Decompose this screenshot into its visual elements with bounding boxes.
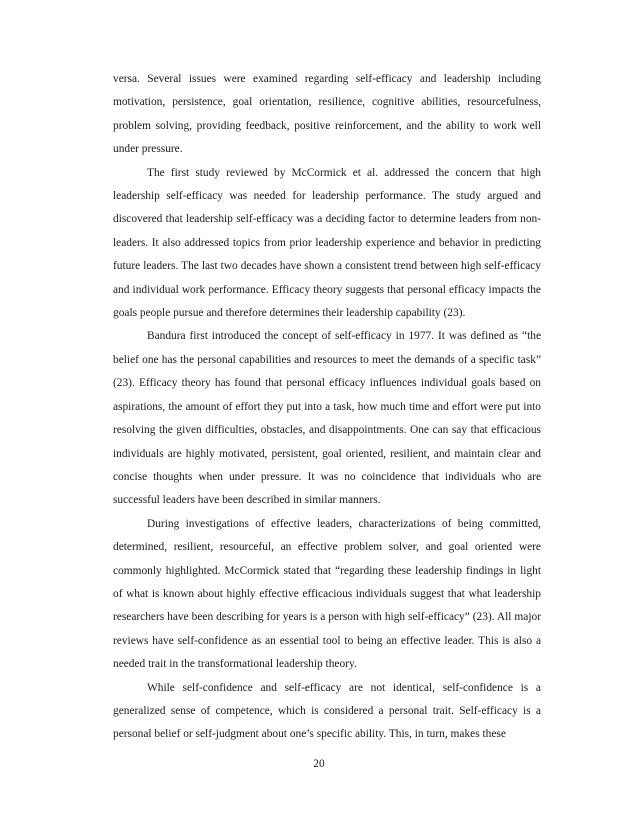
- paragraph-continuation: versa. Several issues were examined regarding self-efficacy and leadership including motivation, persistence, goal orientation, resilience, cognitive abilities, resourcefulness, problem solving, providing feedback, positive reinforcement, and the ability to work well under pressure.: [113, 73, 541, 156]
- body-text: [113, 68, 541, 747]
- paragraph-effective-leaders: During investigations of effective leaders, characterizations of being committed, determined, resilient, resourceful, an effective problem solver, and goal oriented were commonly highlighted. McCormick stated that “regarding these leadership findings in light of what is known about highly effective efficacious individuals suggest that what leadership researchers have been describing for years is a person with high self-efficacy” (23). All major reviews have self-confidence as an essential tool to being an effective leader. This is also a needed trait in the transformational leadership theory.: [113, 517, 541, 671]
- paragraph-self-confidence: While self-confidence and self-efficacy are not identical, self-confidence is a generalized sense of competence, which is considered a personal trait. Self-efficacy is a personal belief or self-judgment about one’s specific ability. This, in turn, makes these: [113, 681, 541, 741]
- paragraph-mccormick-study: The first study reviewed by McCormick et al. addressed the concern that high leadership self-efficacy was needed for leadership performance. The study argued and discovered that leadership self-efficacy was a deciding factor to determine leaders from non-leaders. It also addressed topics from prior leadership experience and behavior in predicting future leaders. The last two decades have shown a consistent trend between high self-efficacy and individual work performance. Efficacy theory suggests that personal efficacy impacts the goals people pursue and therefore determines their leadership capability (23).: [113, 166, 541, 320]
- page-number: 20: [313, 758, 325, 770]
- paragraph-bandura: Bandura first introduced the concept of self-efficacy in 1977. It was defined as “the belief one has the personal capabilities and resources to meet the demands of a specific task” (23). Efficacy theory has found that personal efficacy influences individual goals based on aspirations, the amount of effort they put into a task, how much time and effort were put into resolving the given difficulties, obstacles, and disappointments. One can say that efficacious individuals are highly motivated, persistent, goal oriented, resilient, and maintain clear and concise thoughts when under pressure. It was no coincidence that individuals who are successful leaders have been described in similar manners.: [113, 330, 541, 507]
